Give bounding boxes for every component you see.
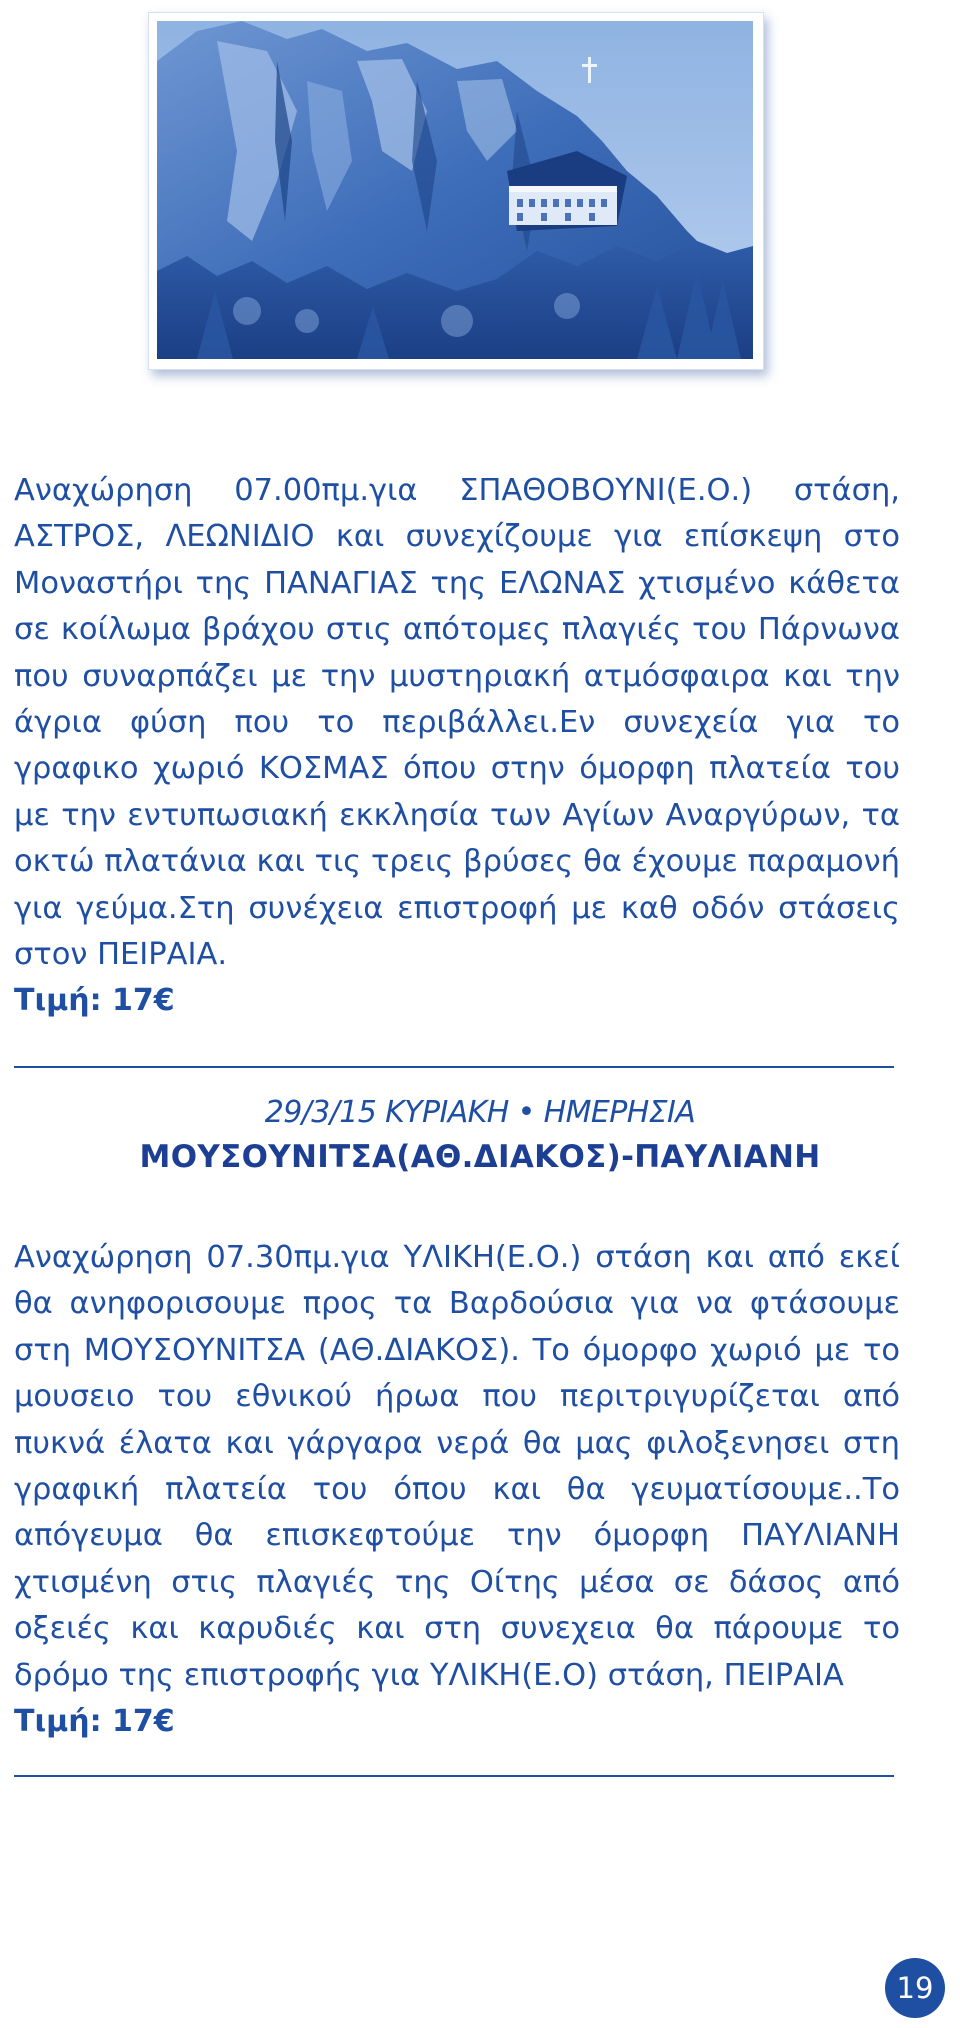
monastery-cliff-illustration	[157, 21, 753, 359]
tour-elona-price: Τιμή: 17€	[14, 983, 175, 1019]
tour-date-line: 29/3/15 ΚΥΡΙΑΚΗ • ΗΜΕΡΗΣΙΑ	[264, 1095, 696, 1130]
tour-elona-description: Αναχώρηση 07.00πμ.για ΣΠΑΘΟΒΟΥΝΙ(Ε.Ο.) στάση, ΑΣΤΡΟΣ, ΛΕΩΝΙΔΙΟ και συνεχίζουμε για επίσκεψη στο Μοναστήρι της ΠΑΝΑΓΙΑΣ της ΕΛΩΝΑΣ χτισμένο κάθετα σε κοίλωμα βράχου στις απότομες πλαγιές του Πάρνωνα που συναρπάζει με την μυστηριακή ατμόσφαιρα και την άγρια φύση που το περιβάλλει.Εν συνεχεία για το γραφικο χωριό ΚΟΣΜΑΣ όπου στην όμορφη πλατεία του με την εντυπωσιακή εκκλησία των Αγίων Αναργύρων, τα οκτώ πλατάνια και τις τρεις βρύσες θα έχουμε παραμονή για γεύμα.Στη συνέχεια επιστροφή με καθ οδόν στάσεις στον ΠΕΙΡΑΙΑ.	[14, 473, 900, 973]
tour-mousounitsa-price: Τιμή: 17€	[14, 1704, 175, 1740]
tour-mousounitsa-description: Αναχώρηση 07.30πμ.για ΥΛΙΚΗ(Ε.Ο.) στάση και από εκεί θα ανηφορισουμε προς τα Βαρδούσια για να φτάσουμε στη ΜΟΥΣΟΥΝΙΤΣΑ (ΑΘ.ΔΙΑΚΟΣ). Το όμορφο χωριό με το μουσειο του εθνικού ήρωα που περιτριγυρίζεται από πυκνά έλατα και γάργαρα νερά θα μας φιλοξενησει στη γραφική πλατεία του όπου και θα γευματίσουμε..Το απόγευμα θα επισκεφτούμε την όμορφη ΠΑΥΛΙΑΝΗ χτισμένη στις πλαγιές της Οίτης μέσα σε δάσος από οξειές και καρυδιές και στη συνεχεια θα πάρουμε το δρόμο της επιστροφής για ΥΛΙΚΗ(Ε.Ο) στάση, ΠΕΙΡΑΙΑ	[14, 1240, 900, 1693]
page-number-badge: 19	[885, 1958, 945, 2018]
monastery-photo	[148, 12, 764, 370]
tour-elona-section	[14, 468, 900, 1024]
section-divider-bottom	[14, 1775, 894, 1777]
section-divider	[14, 1066, 894, 1068]
tour-mousounitsa-section	[14, 1235, 900, 1745]
tour-title: ΜΟΥΣΟΥΝΙΤΣΑ(ΑΘ.ΔΙΑΚΟΣ)-ΠΑΥΛΙΑΝΗ	[139, 1139, 821, 1175]
